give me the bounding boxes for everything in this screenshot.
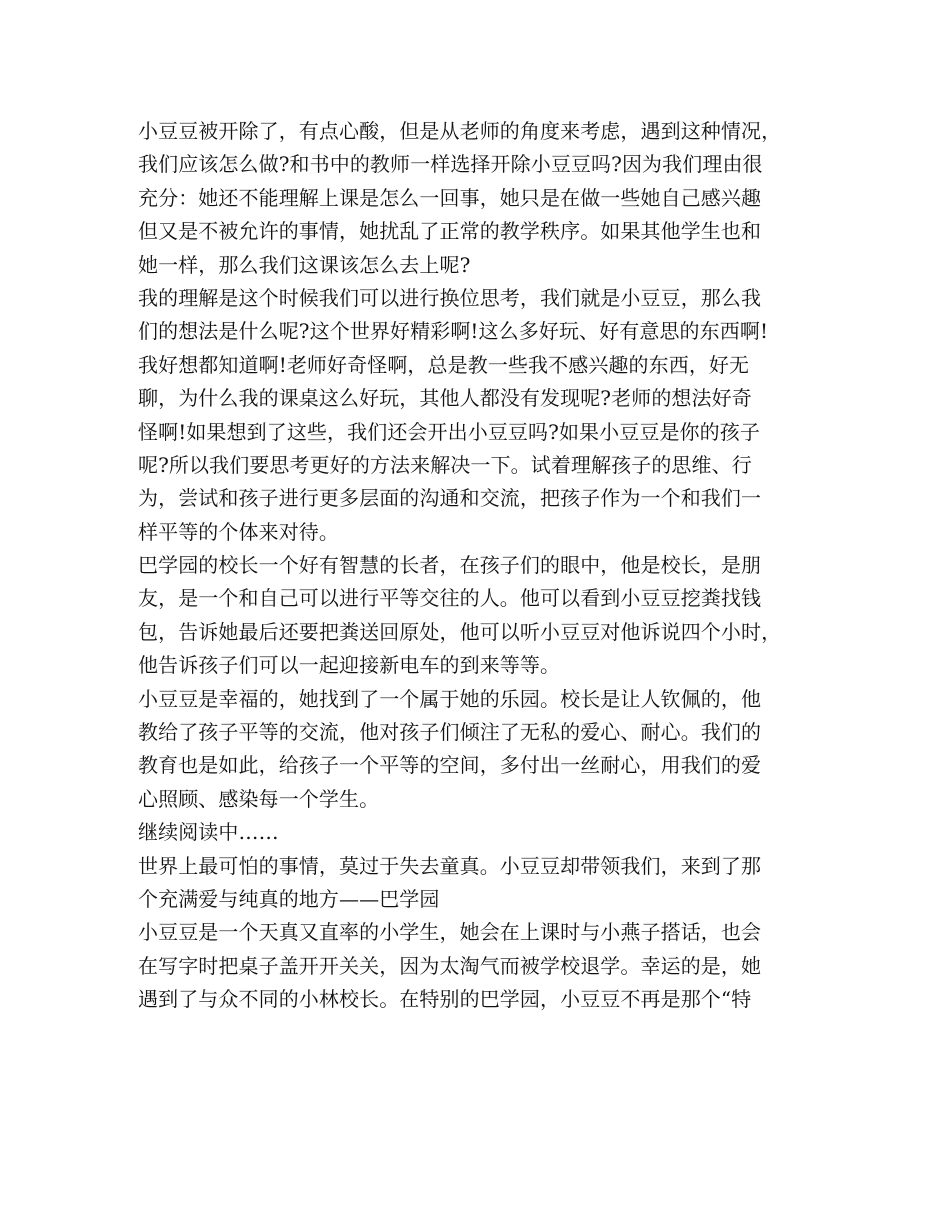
text-line: 小豆豆是幸福的，她找到了一个属于她的乐园。校长是让人钦佩的，他 (138, 686, 762, 711)
text-line: 聊，为什么我的课桌这么好玩，其他人都没有发现呢?老师的想法好奇 (138, 386, 752, 411)
text-line: 他告诉孩子们可以一起迎接新电车的到来等等。 (138, 653, 561, 678)
text-line: 但又是不被允许的事情，她扰乱了正常的教学秩序。如果其他学生也和 (138, 219, 762, 244)
text-line: 继续阅读中…… (138, 820, 279, 845)
document-body (138, 115, 818, 1017)
text-line: 我们应该怎么做?和书中的教师一样选择开除小豆豆吗?因为我们理由很 (138, 152, 763, 177)
text-line: 样平等的个体来对待。 (138, 519, 339, 544)
text-line: 她一样，那么我们这课该怎么去上呢? (138, 252, 471, 277)
text-line: 心照顾、感染每一个学生。 (138, 786, 380, 811)
text-line: 个充满爱与纯真的地方——巴学园 (138, 886, 440, 911)
text-line: 教育也是如此，给孩子一个平等的空间，多付出一丝耐心，用我们的爱 (138, 753, 762, 778)
text-line: 呢?所以我们要思考更好的方法来解决一下。试着理解孩子的思维、行 (138, 452, 752, 477)
text-line: 小豆豆被开除了，有点心酸，但是从老师的角度来考虑，遇到这种情况， (138, 119, 782, 143)
text-line: 充分：她还不能理解上课是怎么一回事，她只是在做一些她自己感兴趣 (138, 185, 762, 210)
text-line: 教给了孩子平等的交流，他对孩子们倾注了无私的爱心、耐心。我们的 (138, 720, 762, 745)
text-line: 我好想都知道啊!老师好奇怪啊，总是教一些我不感兴趣的东西，好无 (138, 352, 750, 377)
text-line: 遇到了与众不同的小林校长。在特别的巴学园，小豆豆不再是那个“特 (138, 987, 752, 1012)
text-line: 小豆豆是一个天真又直率的小学生，她会在上课时与小燕子搭话，也会 (138, 920, 762, 945)
text-line: 友，是一个和自己可以进行平等交往的人。他可以看到小豆豆挖粪找钱 (138, 586, 762, 611)
text-line: 包，告诉她最后还要把粪送回原处，他可以听小豆豆对他诉说四个小时， (138, 619, 782, 644)
text-line: 巴学园的校长一个好有智慧的长者，在孩子们的眼中，他是校长，是朋 (138, 553, 762, 578)
text-line: 为，尝试和孩子进行更多层面的沟通和交流，把孩子作为一个和我们一 (138, 486, 762, 511)
text-line: 世界上最可怕的事情，莫过于失去童真。小豆豆却带领我们，来到了那 (138, 853, 762, 878)
text-line: 们的想法是什么呢?这个世界好精彩啊!这么多好玩、好有意思的东西啊! (138, 319, 769, 344)
text-line: 我的理解是这个时候我们可以进行换位思考，我们就是小豆豆，那么我 (138, 285, 762, 310)
text-line: 在写字时把桌子盖开开关关，因为太淘气而被学校退学。幸运的是，她 (138, 953, 762, 978)
text-line: 怪啊!如果想到了这些，我们还会开出小豆豆吗?如果小豆豆是你的孩子 (138, 419, 760, 444)
